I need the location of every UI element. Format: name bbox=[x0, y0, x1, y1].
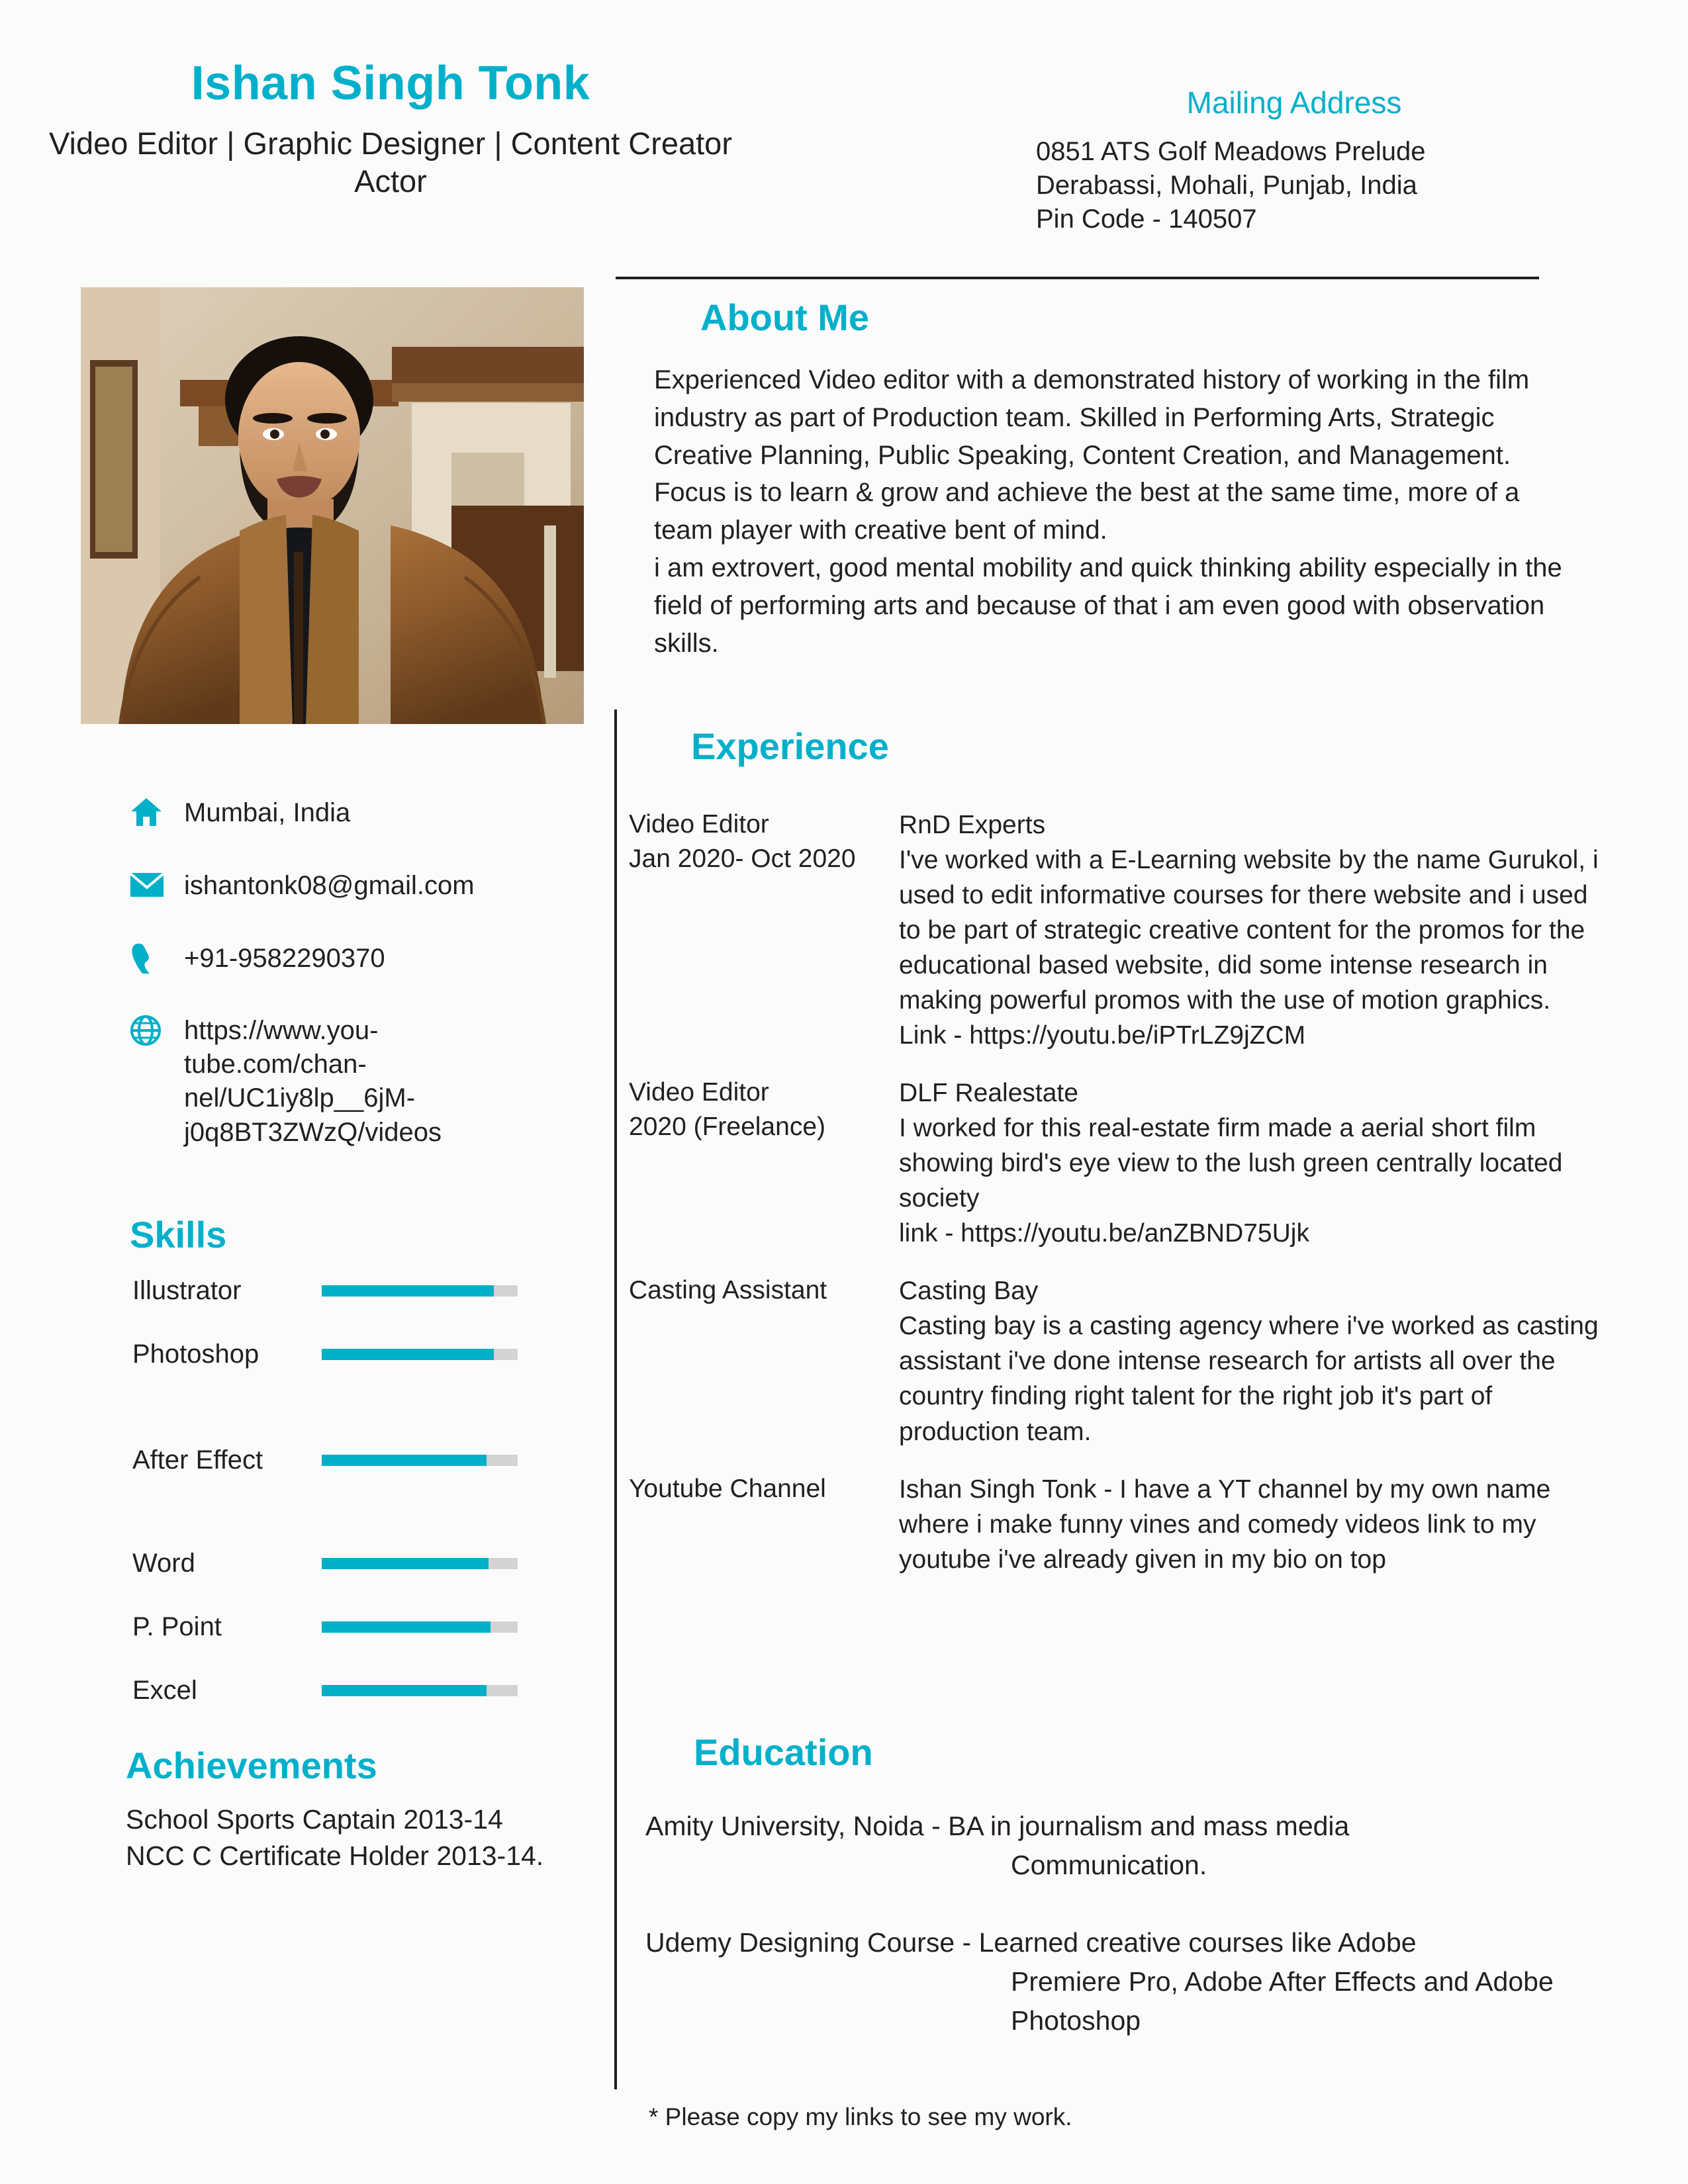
skill-progress-track bbox=[322, 1558, 518, 1569]
header-identity bbox=[0, 57, 781, 201]
experience-detail-block bbox=[899, 807, 1609, 1053]
skill-progress-fill bbox=[322, 1621, 491, 1633]
skill-label: P. Point bbox=[132, 1612, 222, 1641]
experience-item bbox=[629, 807, 1609, 1053]
experience-description: Casting bay is a casting agency where i've worked as casting assistant i've done intense research for artists all over the country finding right talent for the right job it's part of production team. bbox=[899, 1312, 1599, 1446]
skill-row bbox=[132, 1677, 596, 1704]
experience-period: 2020 (Freelance) bbox=[629, 1113, 825, 1142]
contact-item-website[interactable] bbox=[130, 1013, 606, 1150]
experience-detail-block bbox=[899, 1273, 1609, 1449]
experience-role-block bbox=[629, 807, 899, 877]
mailing-address-title: Mailing Address bbox=[1186, 85, 1402, 120]
skill-label: Word bbox=[132, 1548, 195, 1578]
experience-company: RnD Experts bbox=[899, 811, 1046, 839]
contact-list bbox=[130, 794, 606, 1187]
education-list bbox=[645, 1807, 1585, 2079]
experience-list bbox=[629, 807, 1609, 1600]
achievement-item: NCC C Certificate Holder 2013-14. bbox=[126, 1840, 544, 1871]
avatar bbox=[81, 287, 584, 724]
skill-progress-track bbox=[322, 1621, 518, 1633]
column-divider bbox=[614, 709, 617, 2089]
skill-label: After Effect bbox=[132, 1445, 263, 1475]
skills-list bbox=[132, 1277, 596, 1741]
skill-row bbox=[132, 1550, 596, 1576]
experience-description: I worked for this real-estate firm made a aerial short film showing bird's eye view to the lush green centrally located society bbox=[899, 1114, 1563, 1213]
experience-role: Video Editor bbox=[629, 810, 769, 839]
experience-link[interactable]: Link - https://youtu.be/iPTrLZ9jZCM bbox=[899, 1021, 1306, 1050]
experience-role-block bbox=[629, 1472, 899, 1506]
experience-link[interactable]: link - https://youtu.be/anZBND75Ujk bbox=[899, 1219, 1309, 1248]
skills-heading: Skills bbox=[130, 1214, 227, 1255]
experience-company: Casting Bay bbox=[899, 1277, 1039, 1306]
education-line-2: Premiere Pro, Adobe After Effects and Adobe Photoshop bbox=[1011, 1966, 1554, 2036]
contact-phone-text[interactable]: +91-9582290370 bbox=[184, 944, 385, 973]
skill-progress-fill bbox=[322, 1349, 494, 1360]
skill-progress-track bbox=[322, 1455, 518, 1466]
education-item bbox=[645, 1923, 1585, 2040]
contact-item-location bbox=[130, 794, 606, 830]
skill-row bbox=[132, 1277, 596, 1304]
experience-company: DLF Realestate bbox=[899, 1079, 1078, 1108]
portrait-photo bbox=[81, 287, 584, 724]
header-divider bbox=[616, 277, 1539, 279]
globe-icon bbox=[130, 1013, 171, 1048]
experience-description: Ishan Singh Tonk - I have a YT channel by my own name where i make funny vines and comedy videos link to my youtube i've already given in my bio on top bbox=[899, 1475, 1551, 1574]
education-line-1: Amity University, Noida - BA in journalism and mass media bbox=[645, 1811, 1350, 1841]
skill-progress-fill bbox=[322, 1558, 489, 1569]
contact-email-text[interactable]: ishantonk08@gmail.com bbox=[184, 871, 475, 900]
experience-item bbox=[629, 1273, 1609, 1449]
contact-item-email[interactable] bbox=[130, 867, 606, 903]
skill-label: Illustrator bbox=[132, 1275, 242, 1305]
skill-row bbox=[132, 1341, 596, 1367]
contact-location-text: Mumbai, India bbox=[184, 798, 351, 827]
experience-role: Youtube Channel bbox=[629, 1474, 826, 1503]
experience-role-block bbox=[629, 1075, 899, 1145]
home-icon bbox=[130, 794, 171, 830]
experience-role-block bbox=[629, 1273, 899, 1308]
address-line-1: 0851 ATS Golf Meadows Prelude bbox=[1036, 137, 1426, 166]
skill-row bbox=[132, 1447, 596, 1473]
skill-label: Excel bbox=[132, 1675, 197, 1705]
skill-progress-fill bbox=[322, 1455, 487, 1466]
experience-heading: Experience bbox=[691, 725, 889, 767]
skill-progress-fill bbox=[322, 1285, 494, 1297]
achievement-item: School Sports Captain 2013-14 bbox=[126, 1804, 503, 1835]
achievements-heading: Achievements bbox=[126, 1745, 377, 1786]
achievements-list bbox=[126, 1801, 616, 1874]
experience-role: Casting Assistant bbox=[629, 1276, 827, 1305]
skill-progress-track bbox=[322, 1349, 518, 1360]
skill-row bbox=[132, 1614, 596, 1640]
page-title: Ishan Singh Tonk bbox=[191, 57, 590, 110]
experience-detail-block bbox=[899, 1472, 1609, 1577]
address-line-2: Derabassi, Mohali, Punjab, India bbox=[1036, 171, 1417, 201]
experience-period: Jan 2020- Oct 2020 bbox=[629, 844, 856, 874]
about-paragraph: i am extrovert, good mental mobility and quick thinking ability especially in the field of performing arts and because of that i am even good with observation skills. bbox=[654, 553, 1562, 658]
address-line-3: Pin Code - 140507 bbox=[1036, 205, 1257, 234]
tagline-line-2: Actor bbox=[354, 163, 427, 199]
experience-item bbox=[629, 1075, 1609, 1251]
about-heading: About Me bbox=[700, 296, 870, 338]
mailing-address-block bbox=[1036, 85, 1632, 237]
about-body bbox=[654, 361, 1581, 662]
education-line-1: Udemy Designing Course - Learned creative courses like Adobe bbox=[645, 1927, 1417, 1958]
tagline-line-1: Video Editor | Graphic Designer | Content Creator bbox=[49, 126, 732, 161]
contact-website-text[interactable]: https://www.you- tube.com/chan- nel/UC1iy8lp__6jM- j0q8BT3ZWzQ/videos bbox=[184, 1016, 442, 1147]
about-paragraph: Experienced Video editor with a demonstrated history of working in the film industry as part of Production team. Skilled in Performing Arts, Strategic Creative Planning, Public Speaking, Content Creation, and Management. bbox=[654, 365, 1530, 470]
experience-detail-block bbox=[899, 1075, 1609, 1251]
experience-item bbox=[629, 1472, 1609, 1577]
about-paragraph: Focus is to learn & grow and achieve the best at the same time, more of a team player with creative bent of mind. bbox=[654, 478, 1520, 545]
skill-label: Photoshop bbox=[132, 1339, 259, 1369]
contact-item-phone[interactable] bbox=[130, 940, 606, 976]
skill-progress-track bbox=[322, 1685, 518, 1696]
skill-progress-track bbox=[322, 1285, 518, 1297]
education-item bbox=[645, 1807, 1585, 1885]
experience-description: I've worked with a E-Learning website by the name Gurukol, i used to edit informative courses for there website and i used to be part of strategic creative content for the promos for the educational based website, did some intense research in making powerful promos with the use of motion graphics. bbox=[899, 846, 1599, 1015]
experience-role: Video Editor bbox=[629, 1078, 769, 1107]
skill-progress-fill bbox=[322, 1685, 487, 1696]
education-line-2: Communication. bbox=[1011, 1850, 1207, 1881]
tagline bbox=[0, 124, 781, 201]
phone-icon bbox=[130, 940, 171, 976]
email-icon bbox=[130, 867, 171, 903]
education-heading: Education bbox=[694, 1731, 873, 1773]
footer-note: * Please copy my links to see my work. bbox=[649, 2103, 1072, 2130]
